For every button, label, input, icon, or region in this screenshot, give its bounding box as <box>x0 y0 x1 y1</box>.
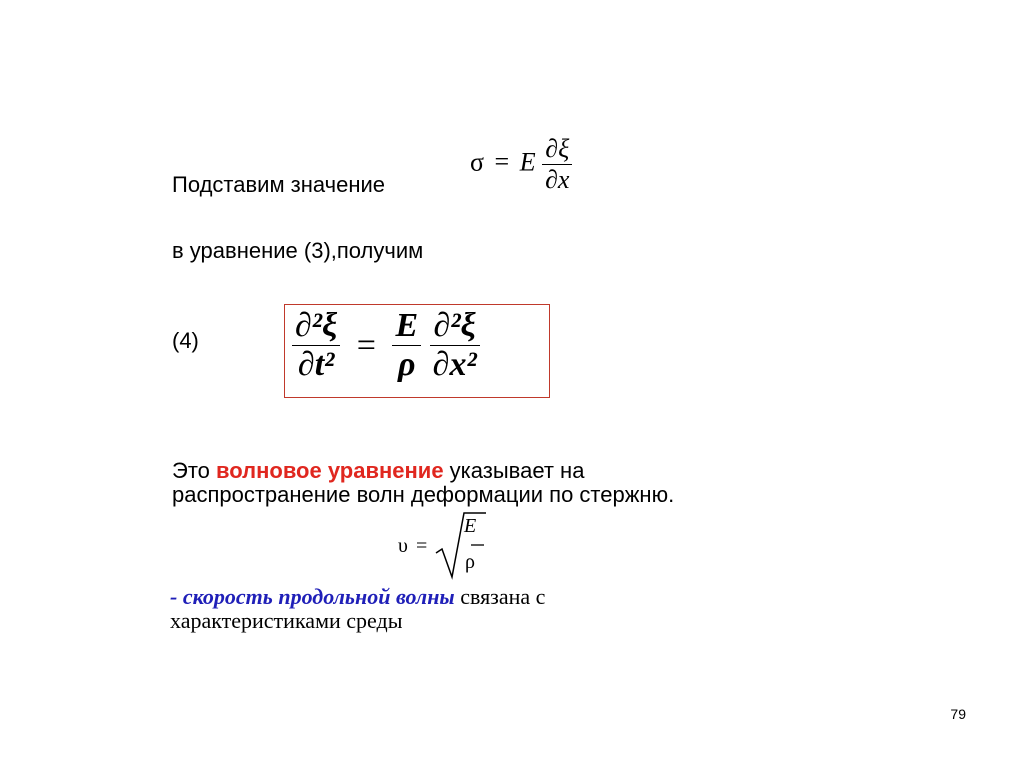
substitute-text: Подставим значение <box>172 172 386 197</box>
wave-prefix: Это <box>172 458 216 483</box>
wave-suffix: указывает на <box>443 458 585 483</box>
sigma-symbol: σ <box>470 147 485 177</box>
fraction-denominator: ∂x <box>545 165 570 194</box>
wave-sentence-line1 <box>172 458 584 484</box>
equation-label: (4) <box>172 328 199 353</box>
lhs-fraction <box>292 307 340 384</box>
young-modulus-symbol: E <box>519 147 536 177</box>
rhs-numerator: ∂²ξ <box>430 307 480 346</box>
equals-sign: = <box>494 147 510 177</box>
speed-equals-sign: = <box>416 535 428 557</box>
coefficient-fraction <box>392 307 421 384</box>
lhs-denominator: ∂t² <box>297 346 335 383</box>
wave-sentence-line2: распространение волн деформации по стержню. <box>172 482 675 507</box>
coefficient-numerator: E <box>392 307 421 346</box>
wave-equals-sign: = <box>356 326 376 364</box>
wave-equation <box>292 307 480 384</box>
rhs-denominator: ∂x² <box>432 346 477 383</box>
speed-term: - скорость продольной волны <box>170 584 455 609</box>
sqrt-radical-icon <box>434 509 486 581</box>
stress-formula <box>470 134 572 195</box>
lhs-numerator: ∂²ξ <box>292 307 340 346</box>
page-number: 79 <box>950 706 966 722</box>
speed-rest: связана с <box>454 584 546 609</box>
speed-sentence-line2: характеристиками среды <box>170 608 403 633</box>
strain-fraction <box>542 134 572 195</box>
coefficient-denominator: ρ <box>398 346 416 383</box>
equation-3-text: в уравнение (3),получим <box>172 238 424 263</box>
rhs-fraction <box>430 307 480 384</box>
wave-equation-term: волновое уравнение <box>216 458 444 483</box>
sqrt-denominator: ρ <box>465 551 475 573</box>
sqrt-numerator: E <box>464 515 477 537</box>
fraction-numerator: ∂ξ <box>542 134 572 165</box>
speed-sentence-line1 <box>170 584 545 610</box>
speed-symbol: υ <box>398 535 408 557</box>
